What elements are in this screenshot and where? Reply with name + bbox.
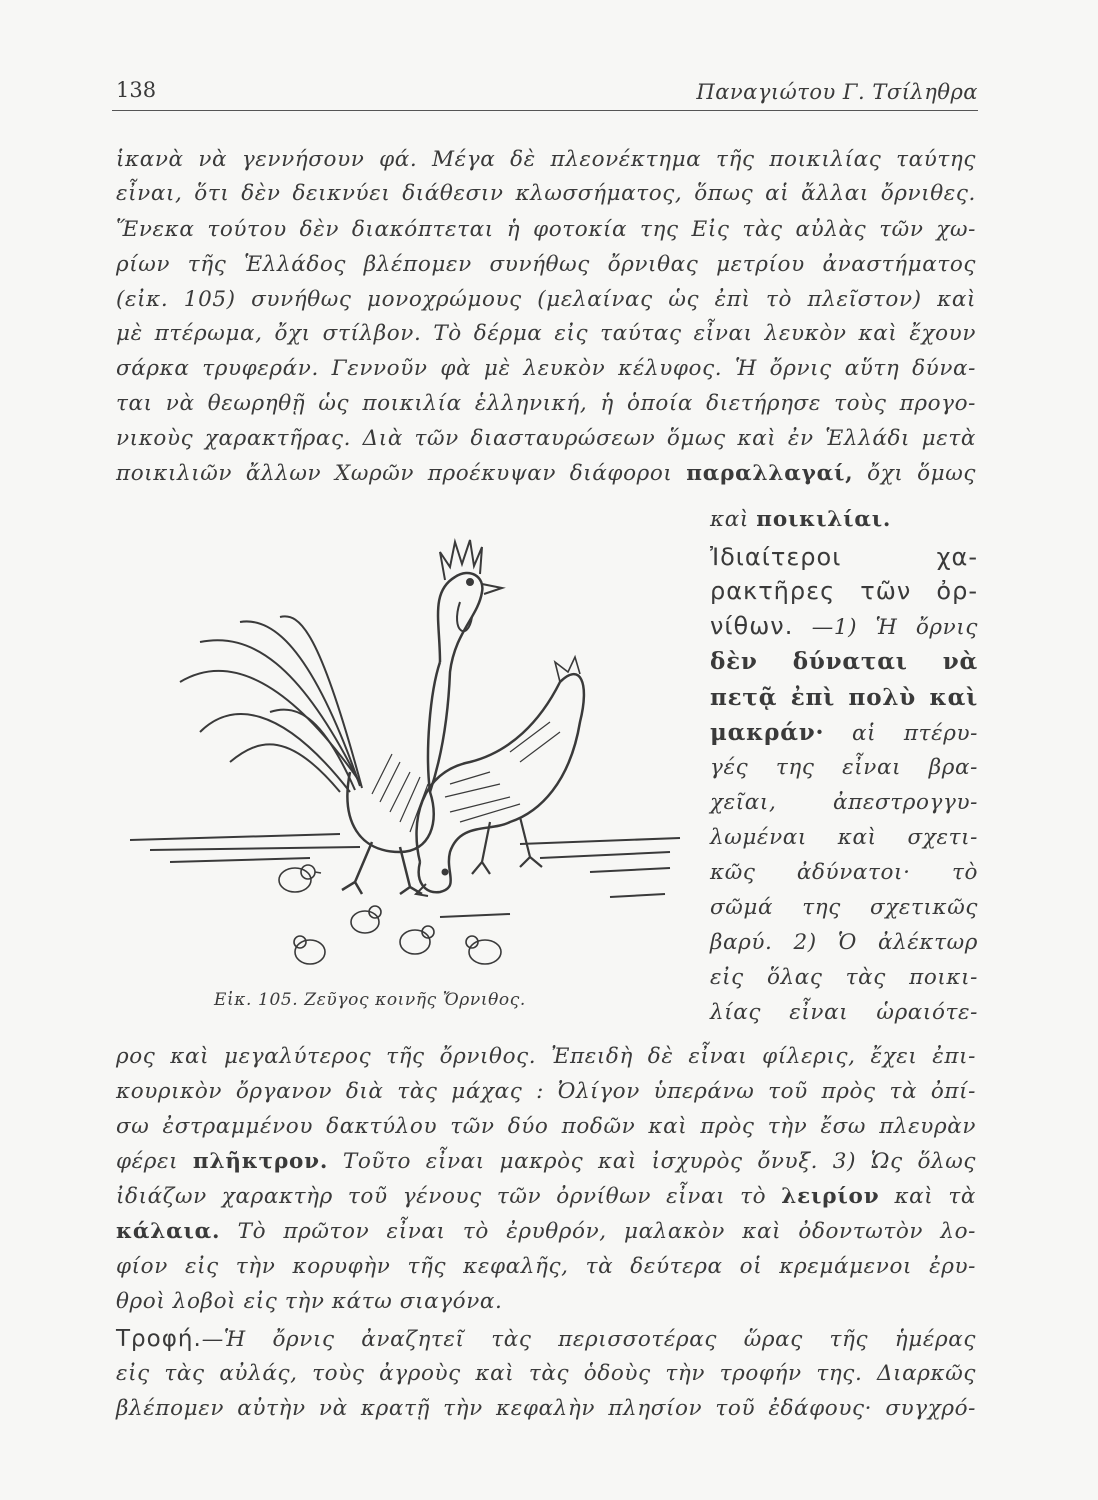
bold-term: λειρίον — [781, 1184, 880, 1209]
side-line — [710, 719, 978, 748]
text-run: ποικιλιῶν ἄλλων Χωρῶν προέκυψαν διάφοροι — [116, 461, 673, 486]
text-line — [116, 1325, 976, 1354]
side-line: εἰς ὅλας τὰς ποικι- — [710, 965, 978, 990]
text-run: καὶ — [710, 507, 749, 532]
text-line: φίον εἰς τὴν κορυφὴν τῆς κεφαλῆς, τὰ δεύτερα οἱ κρεμάμενοι ἐρυ- — [116, 1254, 976, 1279]
text-line: βλέπομεν αὐτὴν νὰ κρατῇ τὴν κεφαλὴν πλησίον τοῦ ἐδάφους· συγχρό- — [116, 1396, 976, 1421]
section-heading: Τροφή. — [116, 1326, 202, 1352]
text-run: φέρει — [116, 1149, 179, 1174]
side-line: λίας εἶναι ὡραιότε- — [710, 1000, 978, 1025]
text-line: νικοὺς χαρακτῆρας. Διὰ τῶν διασταυρώσεων ὅμως καὶ ἐν Ἑλλάδι μετὰ — [116, 426, 976, 451]
side-line — [710, 612, 978, 642]
text-line: σω ἐστραμμένου δακτύλου τῶν δύο ποδῶν καὶ πρὸς τὴν ἔσω πλευρὰν — [116, 1114, 976, 1139]
rooster-icon — [180, 540, 502, 894]
bold-term: πλῆκτρον. — [192, 1149, 329, 1174]
rooster-hen-illustration — [110, 522, 690, 1002]
bold-term: ποικιλίαι. — [756, 507, 892, 532]
text-line: ται νὰ θεωρηθῇ ὡς ποικιλία ἑλληνική, ἡ ὁποία διετήρησε τοὺς προγο- — [116, 391, 976, 416]
text-run: —1) Ἡ ὄρνις — [811, 615, 979, 640]
section-heading: Ἰδιαίτεροι χα- — [710, 543, 978, 571]
bold-term: παραλλαγαί, — [686, 461, 854, 486]
text-line — [116, 460, 976, 488]
side-line — [710, 577, 978, 605]
side-line: κῶς ἀδύνατοι· τὸ — [710, 860, 978, 885]
text-line: ρος καὶ μεγαλύτερος τῆς ὄρνιθος. Ἐπειδὴ δὲ εἶναι φίλερις, ἔχει ἐπι- — [116, 1044, 976, 1069]
side-line: δὲν δύναται νὰ — [710, 648, 978, 675]
text-run: καὶ τὰ — [894, 1184, 977, 1209]
text-line: εἰς τὰς αὐλάς, τοὺς ἀγροὺς καὶ τὰς ὁδοὺς τὴν τροφήν της. Διαρκῶς — [116, 1361, 976, 1386]
running-title: Παναγιώτου Γ. Τσίληθρα — [696, 80, 978, 104]
text-run: ὄχι ὅμως — [867, 461, 976, 486]
bold-term: κάλαια. — [116, 1219, 221, 1244]
text-line: Ἕνεκα τούτου δὲν διακόπτεται ἡ φοτοκία της Εἰς τὰς αὐλὰς τῶν χω- — [116, 217, 976, 242]
side-line: βαρύ. 2) Ὁ ἀλέκτωρ — [710, 930, 978, 955]
text-line: ἱκανὰ νὰ γεννήσουν φά. Μέγα δὲ πλεονέκτημα τῆς ποικιλίας ταύτης — [116, 147, 976, 172]
text-line — [116, 1218, 976, 1246]
text-line: μὲ πτέρωμα, ὄχι στίλβον. Τὸ δέρμα εἰς ταύτας εἶναι λευκὸν καὶ ἔχουν — [116, 321, 976, 346]
section-heading: ρακτῆρες τῶν ὀρ- — [710, 577, 978, 605]
text-run: ἰδιάζων χαρακτὴρ τοῦ γένους τῶν ὀρνίθων εἶναι τὸ — [116, 1184, 767, 1209]
text-run: —Ἡ ὄρνις ἀναζητεῖ τὰς περισσοτέρας ὥρας τῆς ἡμέρας — [201, 1327, 976, 1352]
text-line — [116, 1148, 976, 1176]
ground-lines-icon — [130, 834, 680, 917]
text-line: θροὶ λοβοὶ εἰς τὴν κάτω σιαγόνα. — [116, 1289, 503, 1314]
text-line: σάρκα τρυφεράν. Γεννοῦν φὰ μὲ λευκὸν κέλυφος. Ἡ ὄρνις αὕτη δύνα- — [116, 356, 976, 381]
text-line: (εἰκ. 105) συνήθως μονοχρώμους (μελαίνας ὡς ἐπὶ τὸ πλεῖστον) καὶ — [116, 287, 976, 312]
text-run: αἱ πτέρυ- — [852, 721, 978, 746]
side-line — [710, 506, 978, 534]
side-line: λωμέναι καὶ σχετι- — [710, 825, 978, 850]
figure-caption: Εἰκ. 105. Ζεῦγος κοινῆς Ὄρνιθος. — [214, 990, 526, 1010]
side-line: χεῖαι, ἀπεστρογγυ- — [710, 790, 978, 815]
text-line: ρίων τῆς Ἑλλάδος βλέπομεν συνήθως ὄρνιθας μετρίου ἀναστήματος — [116, 252, 976, 277]
page-header — [112, 76, 978, 111]
side-line: σῶμά της σχετικῶς — [710, 895, 978, 920]
text-run: Τὸ πρῶτον εἶναι τὸ ἐρυθρόν, μαλακὸν καὶ ὀδοντωτὸν λο- — [237, 1219, 976, 1244]
side-line: πετᾷ ἐπὶ πολὺ καὶ — [710, 684, 978, 711]
text-line: κουρικὸν ὄργανον διὰ τὰς μάχας : Ὀλίγον ὑπεράνω τοῦ πρὸς τὰ ὀπί- — [116, 1079, 976, 1104]
chick-icon — [279, 865, 501, 964]
hen-icon — [416, 657, 584, 896]
text-line: εἶναι, ὅτι δὲν δεικνύει διάθεσιν κλωσσήματος, ὅπως αἱ ἄλλαι ὄρνιθες. — [116, 181, 976, 206]
text-line — [116, 1183, 976, 1211]
page-number: 138 — [116, 78, 157, 102]
text-run: Τοῦτο εἶναι μακρὸς καὶ ἰσχυρὸς ὄνυξ. 3) Ὡς ὅλως — [342, 1149, 976, 1174]
section-heading: νίθων. — [710, 612, 794, 640]
side-line — [710, 543, 978, 571]
side-line: γές της εἶναι βρα- — [710, 755, 978, 780]
bold-term: μακράν· — [710, 719, 825, 746]
